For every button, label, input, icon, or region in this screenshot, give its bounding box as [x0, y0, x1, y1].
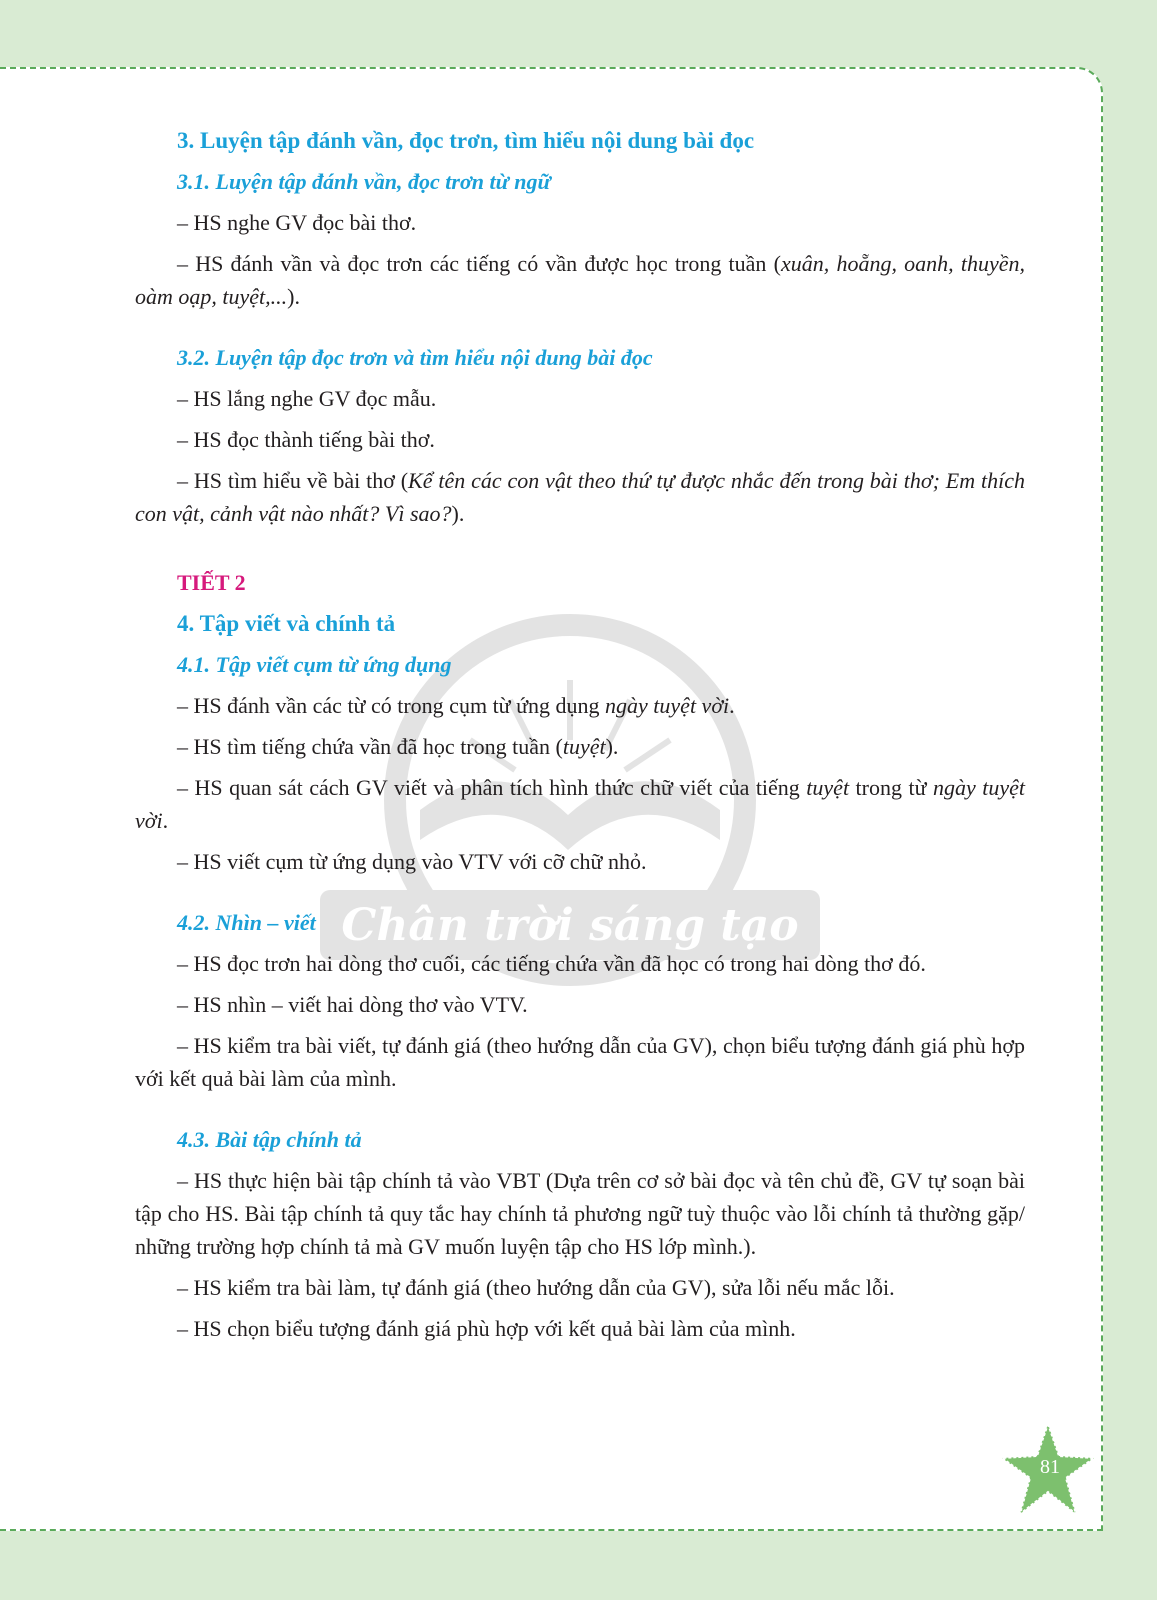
tiet-2-heading: TIẾT 2 — [177, 570, 246, 595]
section-3-1-title: 3.1. Luyện tập đánh vần, đọc trơn từ ngữ — [177, 169, 551, 194]
page-number: 81 — [1040, 1456, 1060, 1478]
s43-item-3: – HS chọn biểu tượng đánh giá phù hợp với kết quả bài làm của mình. — [177, 1316, 796, 1341]
s42-item-3: – HS kiểm tra bài viết, tự đánh giá (theo hướng dẫn của GV), chọn biểu tượng đánh giá phù hợp với kết quả bài làm của mình. — [135, 1033, 1025, 1091]
s43-item-2: – HS kiểm tra bài làm, tự đánh giá (theo hướng dẫn của GV), sửa lỗi nếu mắc lỗi. — [177, 1275, 895, 1300]
s32-item-3: – HS tìm hiểu về bài thơ (Kể tên các con vật theo thứ tự được nhắc đến trong bài thơ; Em thích con vật, cảnh vật nào nhất? Vì sao?). — [135, 468, 1025, 526]
section-3-2-title: 3.2. Luyện tập đọc trơn và tìm hiểu nội dung bài đọc — [177, 345, 653, 370]
s41-item-4: – HS viết cụm từ ứng dụng vào VTV với cỡ chữ nhỏ. — [177, 849, 647, 874]
s41-item-2: – HS tìm tiếng chứa vần đã học trong tuần (tuyệt). — [177, 734, 619, 759]
s31-item-1: – HS nghe GV đọc bài thơ. — [177, 210, 417, 235]
section-3-title: 3. Luyện tập đánh vần, đọc trơn, tìm hiểu nội dung bài đọc — [177, 128, 755, 153]
s31-item-2: – HS đánh vần và đọc trơn các tiếng có vần được học trong tuần (xuân, hoẵng, oanh, thuyền, oàm oạp, tuyệt,...). — [135, 251, 1026, 309]
s41-item-1: – HS đánh vần các từ có trong cụm từ ứng dụng ngày tuyệt vời. — [177, 693, 735, 718]
s42-item-1: – HS đọc trơn hai dòng thơ cuối, các tiếng chứa vần đã học có trong hai dòng thơ đó. — [177, 951, 926, 976]
s43-item-1: – HS thực hiện bài tập chính tả vào VBT (Dựa trên cơ sở bài đọc và tên chủ đề, GV tự soạn bài tập cho HS. Bài tập chính tả quy tắc hay chính tả phương ngữ tuỳ thuộc vào lỗi chính tả thường gặp/ những trường hợp chính tả mà GV muốn luyện tập cho HS lớp mình.). — [135, 1168, 1025, 1259]
section-4-title: 4. Tập viết và chính tả — [177, 611, 396, 636]
section-4-2-title: 4.2. Nhìn – viết — [177, 910, 316, 935]
s41-item-3: – HS quan sát cách GV viết và phân tích hình thức chữ viết của tiếng tuyệt trong từ ngày tuyệt vời. — [135, 775, 1025, 833]
section-4-1-title: 4.1. Tập viết cụm từ ứng dụng — [177, 652, 452, 677]
section-4-3-title: 4.3. Bài tập chính tả — [177, 1127, 362, 1152]
lesson-content — [135, 124, 1025, 1345]
s32-item-2: – HS đọc thành tiếng bài thơ. — [177, 427, 435, 452]
s32-item-1: – HS lắng nghe GV đọc mẫu. — [177, 386, 437, 411]
s42-item-2: – HS nhìn – viết hai dòng thơ vào VTV. — [177, 992, 528, 1017]
